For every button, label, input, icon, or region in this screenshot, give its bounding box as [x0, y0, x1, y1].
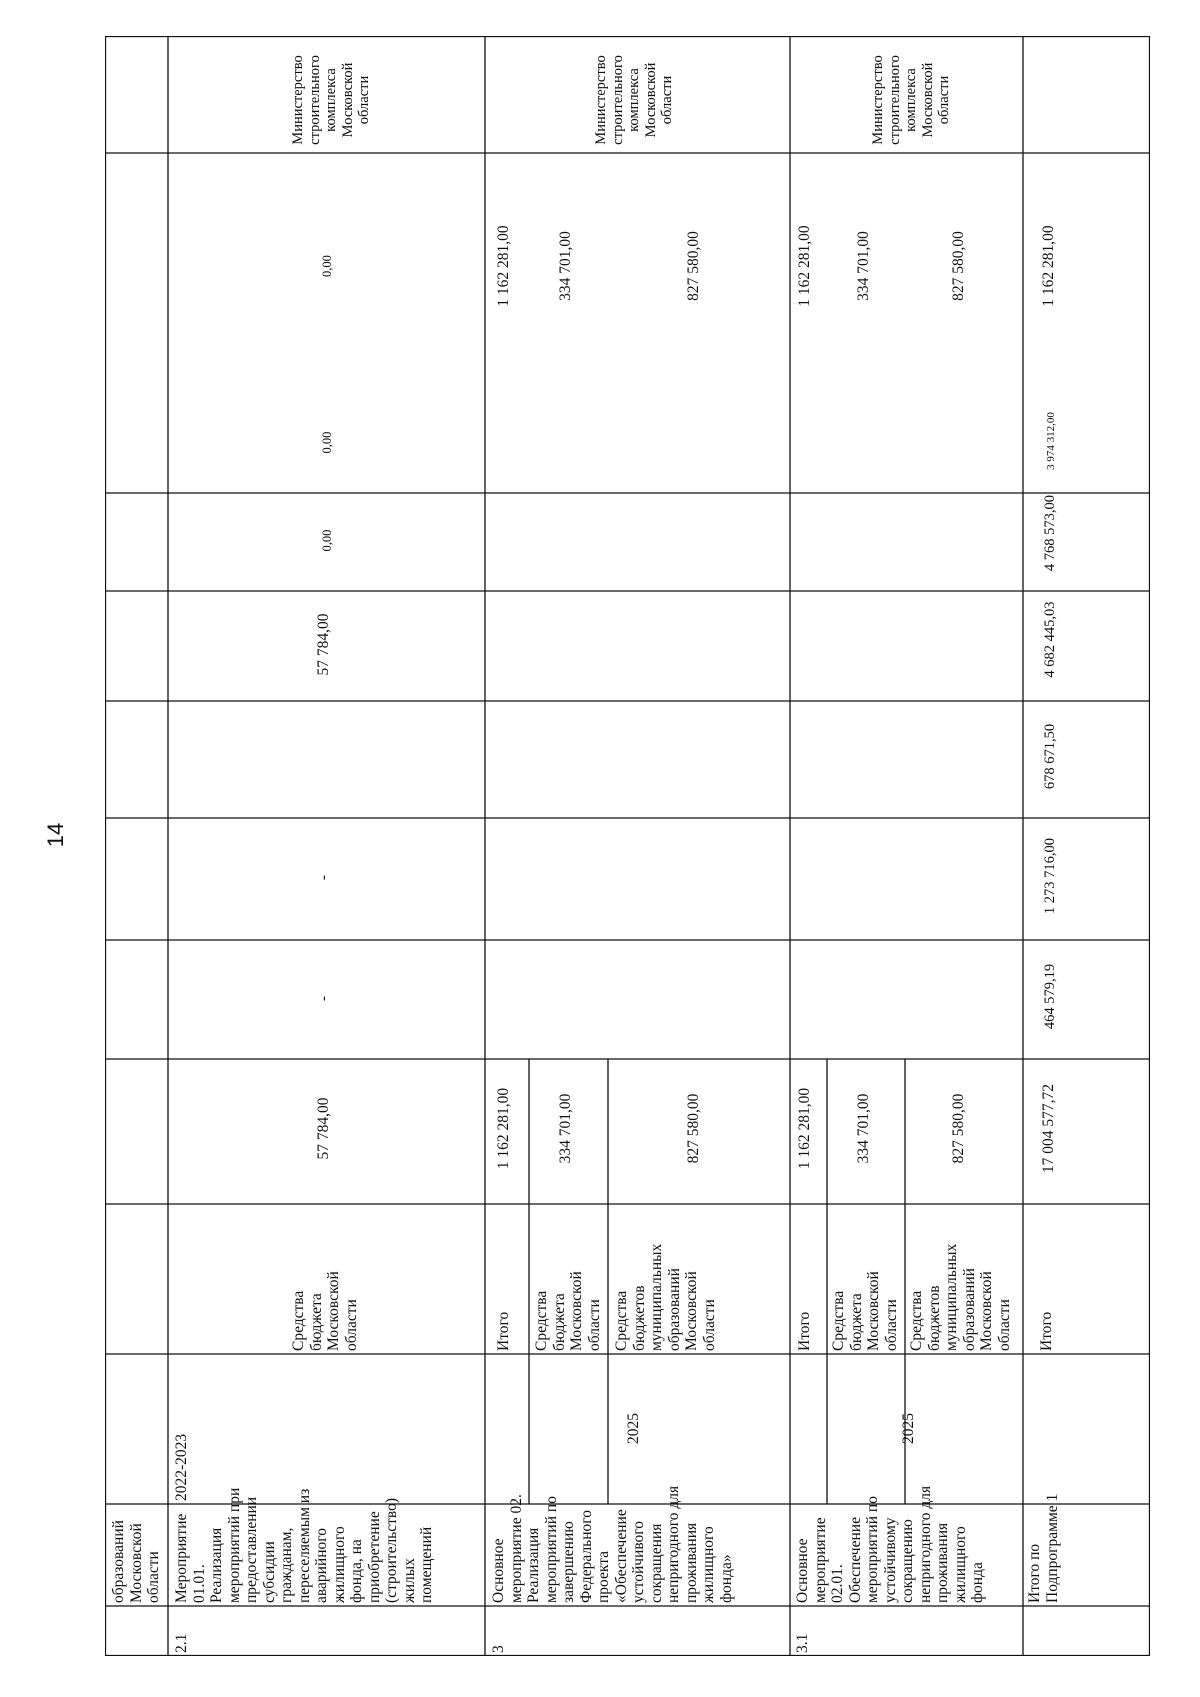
row-3-sub2-source: Средства бюджета Московской области [533, 1271, 603, 1351]
row-3-sub1-total: 1 162 281,00 [495, 1087, 512, 1170]
row-2-1-executor: Министерство строительного комплекса Московской области [290, 55, 372, 145]
row-3-sub3-last: 827 580,00 [685, 231, 702, 301]
row-3-1-years: 2025 [900, 1413, 917, 1444]
row-2-1-year5: 0,00 [320, 529, 334, 552]
page-number: 14 [43, 822, 68, 848]
row-name-continued: образований Московской области [110, 1520, 162, 1603]
row-3-name: Основное мероприятие 02. Реализация мероприятий по завершению Федерального проекта «Обеспечение устойчивого сокращения непригодного для проживания жилищного фонда» [490, 1485, 735, 1603]
total-row-year7: 1 162 281,00 [1040, 225, 1057, 307]
row-3-sub2-last: 334 701,00 [557, 231, 574, 301]
row-3-sub1-last: 1 162 281,00 [495, 225, 512, 307]
row-2-1-year6: 0,00 [320, 431, 334, 454]
row-2-1-number: 2.1 [173, 1633, 190, 1653]
row-3-1-executor: Министерство строительного комплекса Московской области [870, 55, 952, 145]
row-3-sub3-source: Средства бюджетов муниципальных образований Московской области [613, 1243, 718, 1351]
row-3-1-sub2-total: 334 701,00 [855, 1093, 872, 1164]
total-row-name: Итого по Подпрограмме 1 [1026, 1493, 1061, 1603]
row-3-years: 2025 [625, 1413, 642, 1444]
budget-table [105, 36, 1150, 1656]
row-3-1-sub1-source: Итого [796, 1311, 813, 1351]
row-2-1-year4: 57 784,00 [315, 613, 332, 676]
total-row-year3: 678 671,50 [1042, 723, 1058, 790]
total-row-year4: 4 682 445,03 [1042, 601, 1058, 678]
row-3-1-number: 3.1 [794, 1633, 811, 1653]
row-2-1-total: 57 784,00 [315, 1097, 332, 1160]
row-2-1-year2: - [315, 874, 332, 881]
row-3-sub3-total: 827 580,00 [685, 1093, 702, 1164]
row-3-executor: Министерство строительного комплекса Московской области [593, 55, 675, 145]
row-3-1-sub1-total: 1 162 281,00 [796, 1087, 813, 1170]
row-3-1-sub3-source: Средства бюджетов муниципальных образований Московской области [908, 1243, 1013, 1351]
row-3-1-sub1-last: 1 162 281,00 [796, 225, 813, 307]
row-3-1-sub3-last: 827 580,00 [950, 231, 967, 301]
total-row-year2: 1 273 716,00 [1042, 837, 1058, 915]
total-row-year5: 4 768 573,00 [1042, 494, 1058, 572]
row-3-1-sub3-total: 827 580,00 [950, 1093, 967, 1164]
row-2-1-year7: 0,00 [320, 255, 334, 277]
row-3-1-sub2-last: 334 701,00 [855, 231, 872, 301]
row-2-1-source: Средства бюджета Московской области [290, 1271, 360, 1351]
row-2-1-name: Мероприятие 01.01. Реализация мероприятий при предоставлении субсидии гражданам, переселяемым из аварийного жилищного фонда, на приобретение (строительство) жилых помещений [173, 1487, 435, 1603]
row-2-1-year1: - [315, 995, 332, 1002]
total-row-year1: 464 579,19 [1042, 963, 1058, 1030]
row-3-number: 3 [490, 1645, 507, 1653]
row-3-1-name: Основное мероприятие 02.01. Обеспечение мероприятий по устойчивому сокращению непригодного для проживания жилищного фонда [794, 1485, 986, 1603]
row-3-sub1-source: Итого [495, 1311, 512, 1351]
total-row-year6: 3 974 312,00 [1045, 412, 1057, 470]
total-row-total: 17 004 577,72 [1040, 1083, 1057, 1174]
row-2-1-years: 2022-2023 [173, 1433, 190, 1501]
row-3-sub2-total: 334 701,00 [557, 1093, 574, 1164]
row-3-1-sub2-source: Средства бюджета Московской области [830, 1271, 900, 1351]
total-row-source: Итого [1038, 1311, 1055, 1351]
